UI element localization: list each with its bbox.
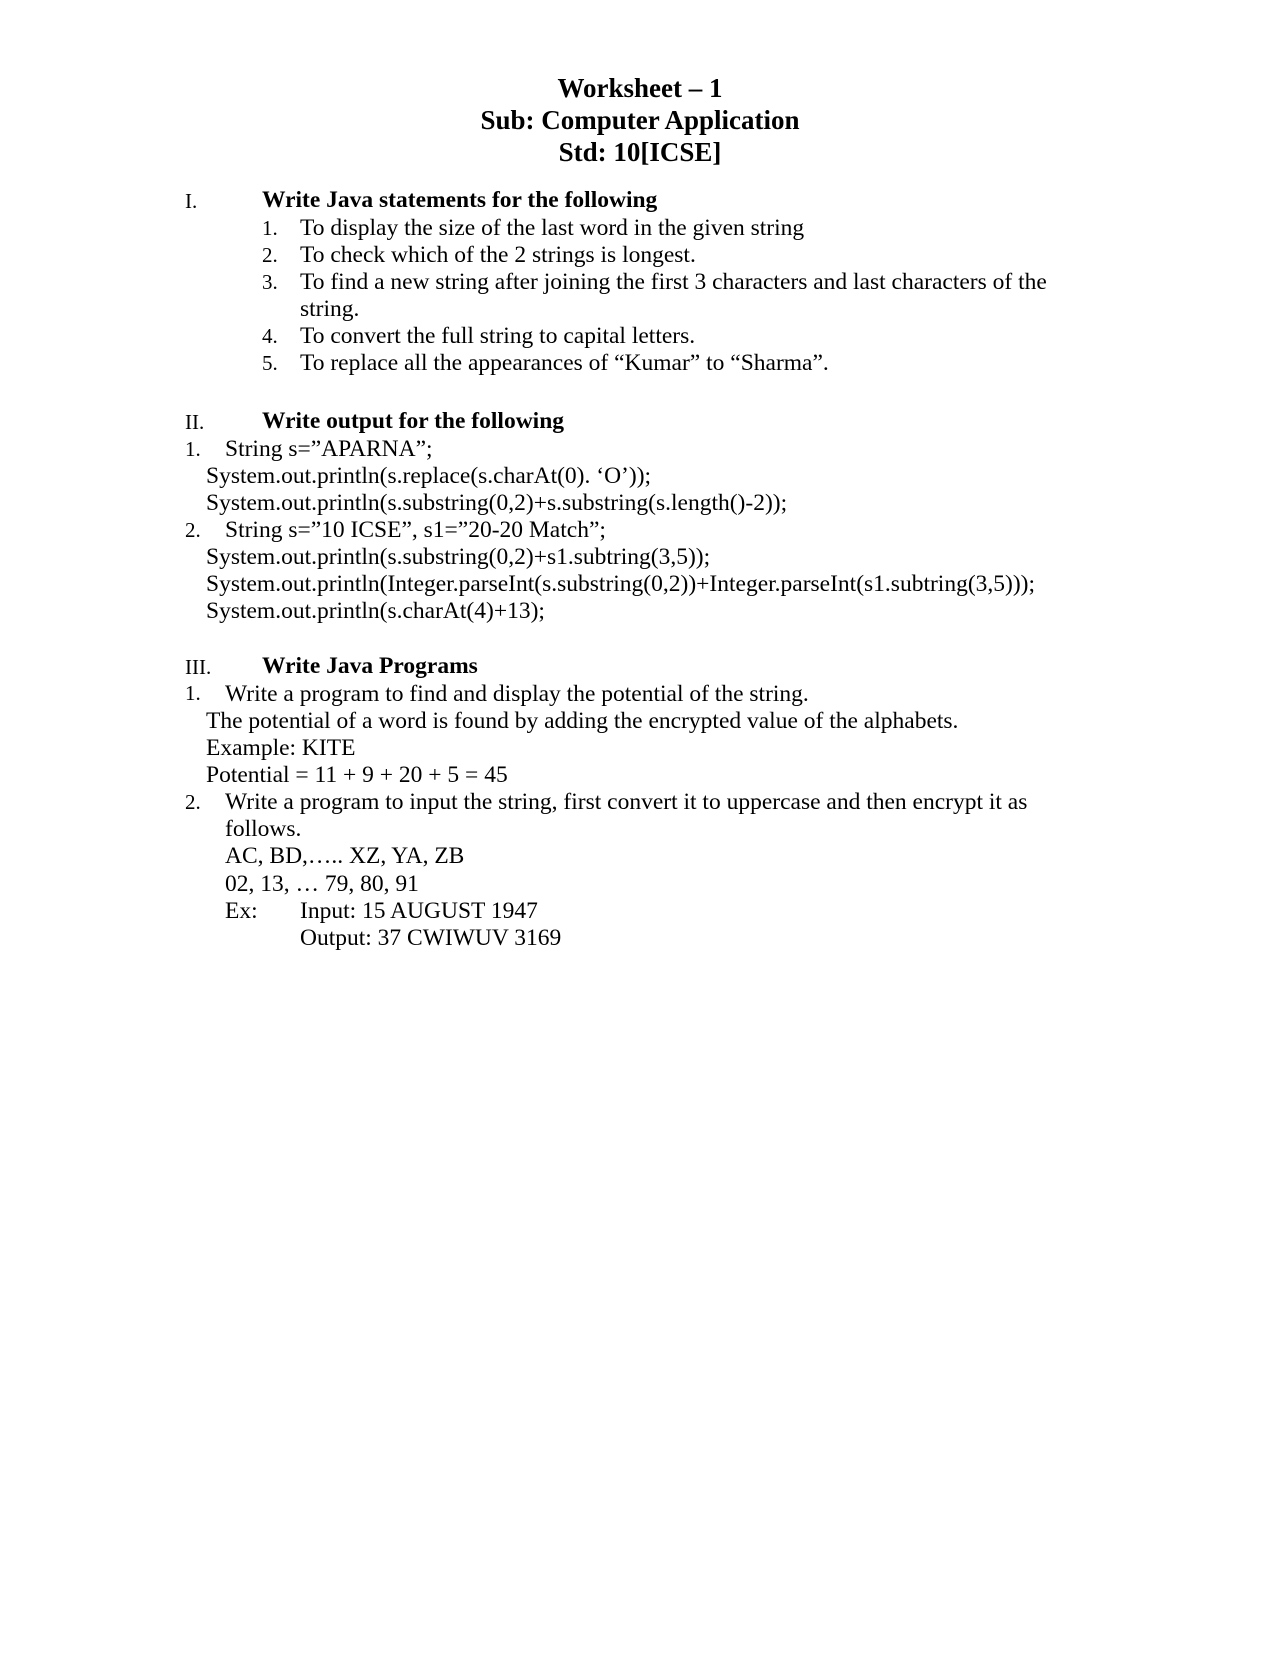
example-label: Ex: xyxy=(225,898,258,924)
encryption-digits: 02, 13, … 79, 80, 91 xyxy=(225,871,419,897)
section-2-heading: Write output for the following xyxy=(262,408,565,434)
section-3-numeral: III. xyxy=(185,655,212,679)
program-text-continuation: follows. xyxy=(225,816,302,842)
list-item-text: To convert the full string to capital letters. xyxy=(300,323,696,349)
program-detail-line: Potential = 11 + 9 + 20 + 5 = 45 xyxy=(206,762,508,788)
example-output: Output: 37 CWIWUV 3169 xyxy=(300,925,562,951)
section-1-numeral: I. xyxy=(185,189,198,213)
code-declaration: String s=”APARNA”; xyxy=(225,436,433,462)
standard-line: Std: 10[ICSE] xyxy=(558,137,722,167)
list-item-continuation: string. xyxy=(300,296,360,322)
example-input: Input: 15 AUGUST 1947 xyxy=(300,898,538,924)
program-number: 1. xyxy=(185,681,201,705)
encryption-letters: AC, BD,….. XZ, YA, ZB xyxy=(225,843,465,869)
code-declaration: String s=”10 ICSE”, s1=”20-20 Match”; xyxy=(225,517,606,543)
list-item-number: 1. xyxy=(262,216,278,240)
code-line: System.out.println(s.replace(s.charAt(0). ‘O’)); xyxy=(206,463,652,489)
code-line: System.out.println(s.substring(0,2)+s.substring(s.length()-2)); xyxy=(206,490,788,516)
list-item-text: To display the size of the last word in the given string xyxy=(300,215,805,241)
question-number: 2. xyxy=(185,518,201,542)
list-item-text: To check which of the 2 strings is longest. xyxy=(300,242,696,268)
section-1-heading: Write Java statements for the following xyxy=(262,187,658,213)
program-text: Write a program to input the string, first convert it to uppercase and then encrypt it as xyxy=(225,789,1028,815)
question-number: 1. xyxy=(185,437,201,461)
list-item-number: 4. xyxy=(262,324,278,348)
list-item-text: To replace all the appearances of “Kumar” to “Sharma”. xyxy=(300,350,829,376)
program-text: Write a program to find and display the potential of the string. xyxy=(225,681,809,707)
program-detail-line: Example: KITE xyxy=(206,735,356,761)
code-line: System.out.println(s.substring(0,2)+s1.subtring(3,5)); xyxy=(206,544,711,570)
list-item-number: 3. xyxy=(262,270,278,294)
code-line: System.out.println(s.charAt(4)+13); xyxy=(206,598,545,624)
program-number: 2. xyxy=(185,790,201,814)
list-item-text: To find a new string after joining the first 3 characters and last characters of the xyxy=(300,269,1047,295)
list-item-number: 2. xyxy=(262,243,278,267)
worksheet-title: Worksheet – 1 xyxy=(557,73,723,103)
code-line: System.out.println(Integer.parseInt(s.substring(0,2))+Integer.parseInt(s1.subtring(3,5))); xyxy=(206,571,1036,597)
list-item-number: 5. xyxy=(262,351,278,375)
subject-line: Sub: Computer Application xyxy=(480,105,800,135)
section-3-heading: Write Java Programs xyxy=(262,653,478,679)
program-detail-line: The potential of a word is found by adding the encrypted value of the alphabets. xyxy=(206,708,959,734)
section-2-numeral: II. xyxy=(185,410,205,434)
